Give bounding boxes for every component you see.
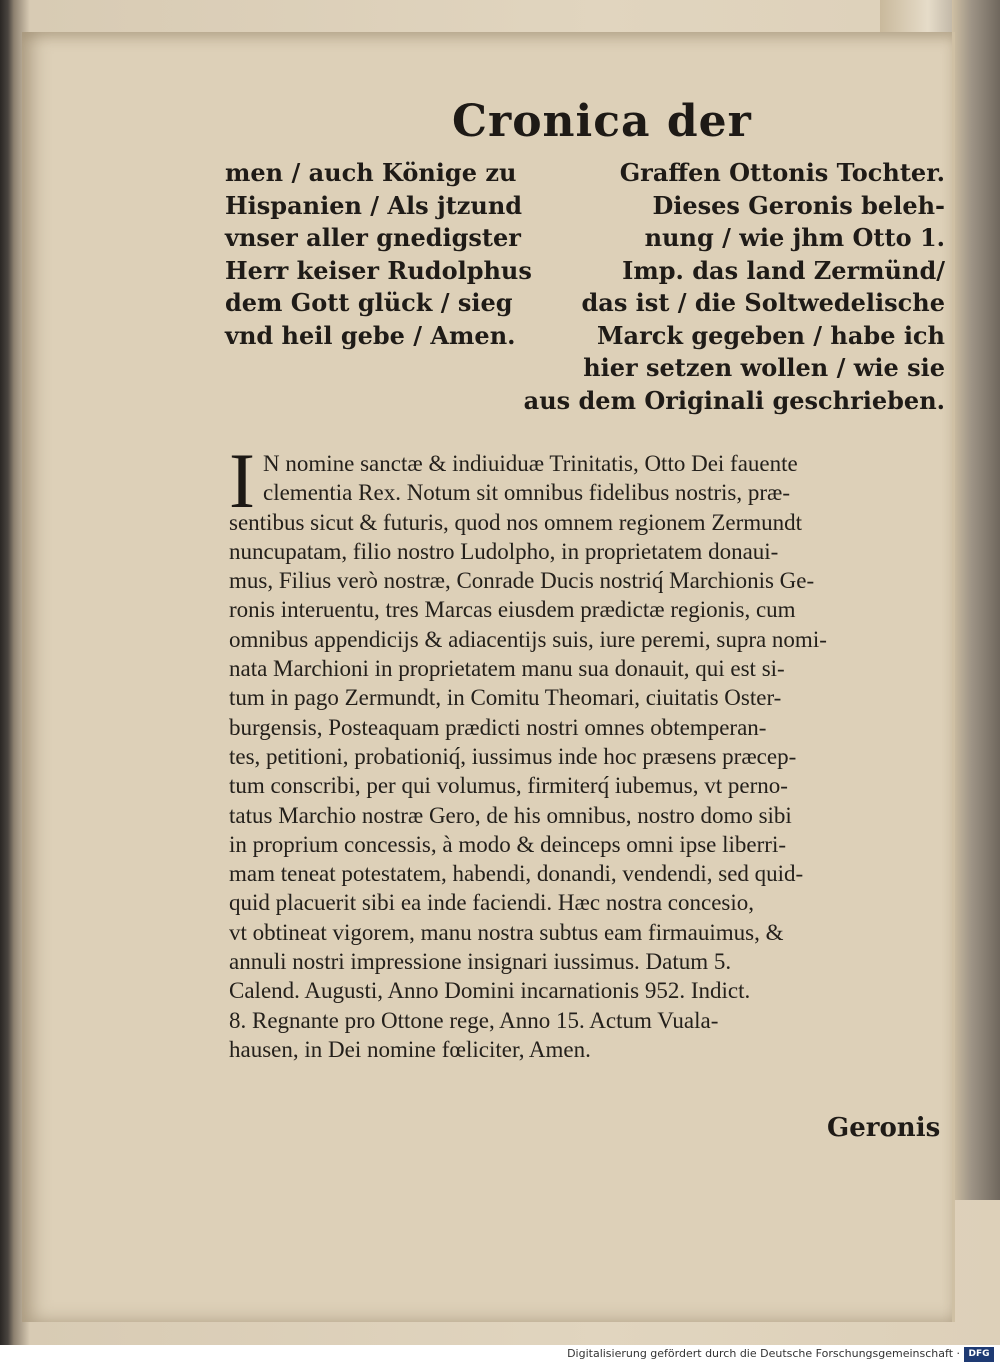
footer-credit-text: Digitalisierung gefördert durch die Deutsche Forschungsgemeinschaft · xyxy=(567,1347,960,1360)
latin-line: N nomine sanctæ & indiuiduæ Trinitatis, Otto Dei fauente xyxy=(263,451,798,476)
latin-line: hausen, in Dei nomine fœliciter, Amen. xyxy=(229,1036,591,1062)
left-column-line: Herr keiser Rudolphus xyxy=(225,255,532,285)
dfg-logo-icon: DFG xyxy=(964,1347,994,1362)
right-column xyxy=(505,157,945,417)
latin-line: tum in pago Zermundt, in Comitu Theomari, ciuitatis Oster- xyxy=(229,685,782,711)
latin-line: mam teneat potestatem, habendi, donandi, vendendi, sed quid- xyxy=(229,861,804,887)
right-column-line: Dieses Geronis beleh- xyxy=(652,190,945,220)
digitization-footer xyxy=(0,1345,1000,1365)
right-column-line: Imp. das land Zermünd/ xyxy=(622,255,945,285)
latin-line: omnibus appendicijs & adiacentijs suis, iure peremi, supra nomi- xyxy=(229,626,827,652)
latin-line: tum conscribi, per qui volumus, firmiterq́ iubemus, vt perno- xyxy=(229,773,788,799)
catchword: Geronis xyxy=(827,1113,941,1143)
right-column-line: das ist / die Soltwedelische xyxy=(581,288,945,317)
latin-line: ronis interuentu, tres Marcas eiusdem prædictæ regionis, cum xyxy=(229,597,796,623)
right-column-line: Marck gegeben / habe ich xyxy=(596,320,945,350)
page-edge-right xyxy=(952,0,1000,1200)
latin-line: tes, petitioni, probationiq́, iussimus inde hoc præsens præcep- xyxy=(229,743,797,769)
left-column-line: dem Gott glück / sieg xyxy=(225,288,513,317)
drop-capital: I xyxy=(229,437,255,524)
running-head: Cronica der xyxy=(452,96,752,147)
latin-line: nata Marchioni in proprietatem manu sua donauit, qui est si- xyxy=(229,656,785,682)
latin-line: sentibus sicut & futuris, quod nos omnem regionem Zermundt xyxy=(229,509,803,535)
latin-line: quid placuerit sibi ea inde faciendi. Hæc nostra concesio, xyxy=(229,890,754,916)
left-column-line: vnser aller gnedigster xyxy=(225,223,521,252)
latin-line: burgensis, Posteaquam prædicti nostri omnes obtemperan- xyxy=(229,714,767,740)
latin-line: mus, Filius verò nostræ, Conrade Ducis nostriq́ Marchionis Ge- xyxy=(229,568,815,594)
right-column-line: Graffen Ottonis Tochter. xyxy=(619,158,945,187)
latin-line: tatus Marchio nostræ Gero, de his omnibus, nostro domo sibi xyxy=(229,802,792,828)
latin-line: 8. Regnante pro Ottone rege, Anno 15. Actum Vuala- xyxy=(229,1007,719,1033)
left-column-line: Hispanien / Als jtzund xyxy=(225,190,523,220)
latin-line: annuli nostri impressione insignari iussimus. Datum 5. xyxy=(229,949,732,975)
latin-line: in proprium concessis, à modo & deinceps omni ipse liberri- xyxy=(229,831,786,857)
latin-line: Calend. Augusti, Anno Domini incarnationis 952. Indict. xyxy=(229,978,751,1004)
left-column-line: men / auch Könige zu xyxy=(225,158,517,187)
right-column-line: nung / wie jhm Otto 1. xyxy=(644,223,945,252)
latin-line: vt obtineat vigorem, manu nostra subtus eam firmauimus, & xyxy=(229,919,784,945)
right-column-line: hier setzen wollen / wie sie xyxy=(583,353,945,382)
latin-charter-text xyxy=(229,437,949,1064)
latin-line: nuncupatam, filio nostro Ludolpho, in proprietatem donaui- xyxy=(229,538,779,564)
left-column xyxy=(225,157,545,352)
latin-line: clementia Rex. Notum sit omnibus fidelibus nostris, præ- xyxy=(263,480,791,506)
left-column-line: vnd heil gebe / Amen. xyxy=(225,320,516,350)
right-column-line: aus dem Originali geschrieben. xyxy=(523,385,945,415)
